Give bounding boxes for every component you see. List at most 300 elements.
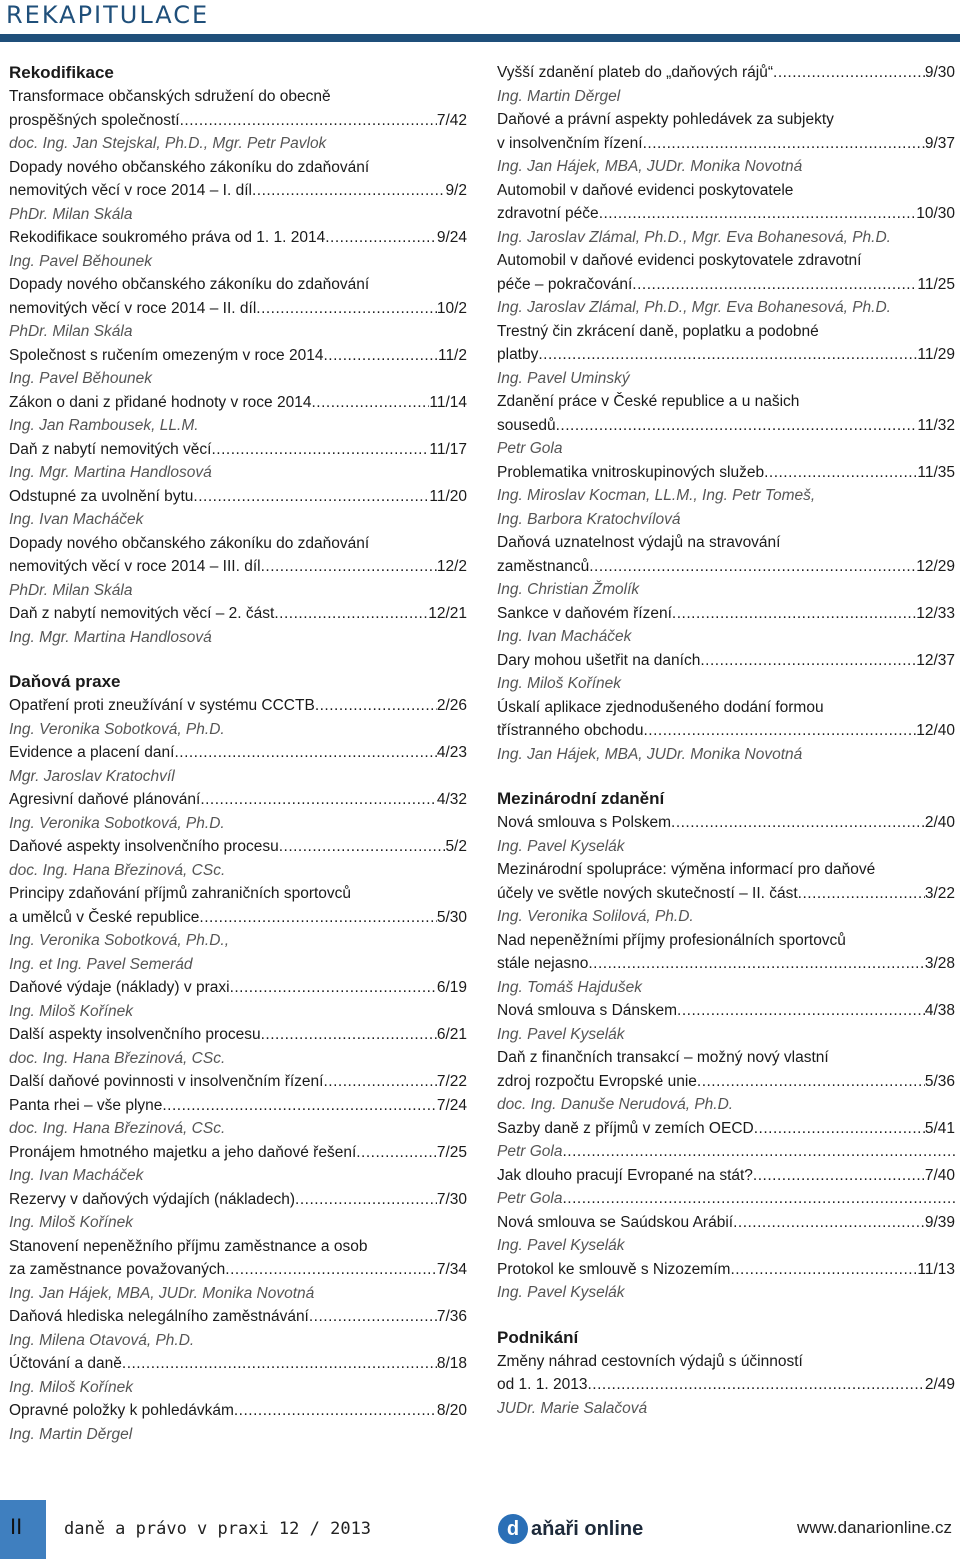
- toc-entry[interactable]: [9, 485, 467, 532]
- dot-leader: [311, 391, 429, 415]
- entry-line: [497, 1211, 955, 1235]
- dot-leader: [279, 835, 446, 859]
- entry-title: Problematika vnitroskupinových služeb: [497, 463, 765, 481]
- entry-title: prospěšných společností: [9, 111, 180, 129]
- dot-leader: [672, 602, 916, 626]
- entry-author: Ing. Jan Hájek, MBA, JUDr. Monika Novotná: [497, 158, 803, 175]
- dot-leader: [234, 1399, 437, 1423]
- entry-line: [497, 952, 955, 976]
- page-reference: 11/14: [429, 393, 467, 411]
- dot-leader: [599, 202, 917, 226]
- entry-line: [9, 882, 467, 906]
- entry-title: nemovitých věcí v roce 2014 – II. díl: [9, 299, 257, 317]
- entry-line: [9, 273, 467, 297]
- entry-title: Vyšší zdanění plateb do „daňových rájů“: [497, 64, 774, 81]
- entry-title: a umělců v České republice: [9, 908, 200, 926]
- page-reference: 12/29: [916, 557, 955, 575]
- toc-entry[interactable]: [497, 1117, 955, 1164]
- entry-line: [497, 249, 955, 273]
- entry-title: Daňové a právní aspekty pohledávek za subjekty: [497, 111, 834, 128]
- page-reference: 11/32: [917, 416, 955, 434]
- entry-author: Ing. Pavel Běhounek: [9, 370, 153, 387]
- entry-line: [497, 461, 955, 485]
- entry-title: Další aspekty insolvenčního procesu: [9, 1026, 261, 1043]
- entry-line: [497, 320, 955, 344]
- page-reference: 3/22: [924, 884, 955, 902]
- section-mezinárodní-zdanění: [497, 787, 955, 1305]
- dot-leader: [323, 344, 438, 368]
- page-reference: 4/23: [436, 744, 467, 761]
- dot-leader: [798, 882, 925, 906]
- dot-leader: [730, 1258, 917, 1282]
- entry-title: Evidence a placení daní: [9, 744, 175, 761]
- publication-title: daně a právo v praxi 12 / 2013: [64, 1519, 372, 1539]
- page-reference: 11/25: [917, 275, 955, 293]
- entry-title: zdravotní péče: [497, 205, 599, 222]
- dot-leader: [677, 999, 925, 1023]
- toc-entry[interactable]: [9, 788, 467, 835]
- entry-author: Ing. Barbora Kratochvílová: [497, 510, 681, 528]
- entry-author: Ing. Pavel Uminský: [497, 369, 630, 387]
- entry-author: Ing. Veronika Sobotková, Ph.D.: [9, 814, 225, 832]
- entry-line: [9, 1188, 467, 1212]
- dot-leader: [323, 1070, 436, 1094]
- entry-author: Ing. Jaroslav Zlámal, Ph.D., Mgr. Eva Bohanesová, Ph.D.: [497, 228, 891, 246]
- entry-line: [497, 1373, 955, 1397]
- entry-author: doc. Ing. Hana Březinová, CSc.: [9, 1120, 226, 1137]
- entry-author: Ing. Jaroslav Zlámal, Ph.D., Mgr. Eva Bohanesová, Ph.D.: [497, 299, 891, 316]
- toc-entry[interactable]: [9, 1305, 467, 1352]
- entry-title: Daň z nabytí nemovitých věcí: [9, 440, 212, 458]
- dot-leader: [556, 414, 918, 438]
- page-footer: [0, 1500, 960, 1559]
- entry-author: Ing. Pavel Kyselák: [497, 837, 625, 855]
- entry-title: Transformace občanských sdružení do obecně: [9, 88, 331, 105]
- entry-line: [9, 109, 467, 133]
- page-reference: 8/20: [436, 1402, 467, 1419]
- danari-online-logo: [498, 1514, 643, 1544]
- entry-title: Nová smlouva se Saúdskou Arábií: [497, 1213, 734, 1231]
- entry-line: [9, 976, 467, 1000]
- entry-author: Ing. Veronika Sobotková, Ph.D.,: [9, 932, 229, 949]
- dot-leader: [274, 602, 428, 626]
- toc-entry[interactable]: [9, 226, 467, 273]
- section-title: Daňová praxe: [9, 672, 121, 691]
- dot-leader: [588, 1373, 925, 1397]
- entry-line: [497, 390, 955, 414]
- dot-leader: [162, 1094, 436, 1118]
- toc-entry[interactable]: [9, 438, 467, 485]
- entry-line: [497, 1258, 955, 1282]
- toc-entry[interactable]: [497, 999, 955, 1046]
- entry-author: Ing. Ivan Macháček: [9, 511, 144, 528]
- entry-author: PhDr. Milan Skála: [9, 581, 133, 599]
- toc-entry[interactable]: [497, 858, 955, 929]
- entry-line: [497, 1164, 955, 1188]
- logo-mark-icon: d: [498, 1514, 528, 1544]
- footer-page-box: [0, 1500, 46, 1559]
- entry-title: zaměstnanců: [497, 557, 590, 575]
- dot-leader: [632, 273, 917, 297]
- dot-leader: [193, 485, 429, 509]
- entry-title: účely ve světle nových skutečností – II. část: [497, 884, 798, 902]
- entry-title: Trestný čin zkrácení daně, poplatku a podobné: [497, 322, 819, 340]
- entry-author: Ing. Milena Otavová, Ph.D.: [9, 1331, 195, 1349]
- page-reference: 9/30: [924, 64, 955, 81]
- page-reference: 7/42: [436, 111, 467, 129]
- entry-line: [9, 1023, 467, 1047]
- entry-line: [9, 555, 467, 579]
- entry-author: PhDr. Milan Skála: [9, 205, 133, 223]
- entry-line: [497, 1046, 955, 1070]
- entry-title: péče – pokračování: [497, 275, 633, 293]
- dot-leader: [754, 1117, 925, 1141]
- page-reference: 7/36: [436, 1308, 467, 1325]
- toc-entry[interactable]: [497, 929, 955, 1000]
- dot-leader: [562, 1140, 955, 1164]
- entry-title: Dopady nového občanského zákoníku do zdaňování: [9, 158, 370, 176]
- dot-leader: [700, 649, 916, 673]
- entry-line: [497, 1117, 955, 1141]
- page-reference: 3/28: [924, 955, 955, 972]
- entry-line: [9, 1141, 467, 1165]
- entry-line: [497, 649, 955, 673]
- entry-title: nemovitých věcí v roce 2014 – I. díl: [9, 182, 252, 199]
- toc-entry[interactable]: [497, 1350, 955, 1421]
- dot-leader: [180, 109, 437, 133]
- entry-line: [497, 999, 955, 1023]
- website-url: www.danarionline.cz: [797, 1518, 952, 1537]
- page-reference: 5/36: [924, 1072, 955, 1090]
- entry-title: Úskalí aplikace zjednodušeného dodání formou: [497, 698, 824, 716]
- entry-author: PhDr. Milan Skála: [9, 323, 133, 340]
- dot-leader: [230, 976, 437, 1000]
- entry-title: od 1. 1. 2013: [497, 1376, 588, 1393]
- toc-entry[interactable]: [497, 108, 955, 179]
- dot-leader: [671, 811, 925, 835]
- entry-line: [497, 1350, 955, 1374]
- entry-line: [9, 602, 467, 626]
- entry-line: [9, 179, 467, 203]
- toc-entry[interactable]: [9, 1094, 467, 1141]
- entry-line: [9, 226, 467, 250]
- entry-line: [497, 811, 955, 835]
- entry-line: [9, 391, 467, 415]
- entry-title: Daň z nabytí nemovitých věcí – 2. část: [9, 605, 275, 622]
- entry-author: Ing. Pavel Kyselák: [497, 1237, 625, 1254]
- toc-entry[interactable]: [9, 835, 467, 882]
- toc-entry[interactable]: [497, 696, 955, 767]
- entry-title: Automobil v daňové evidenci poskytovatele zdravotní: [497, 252, 862, 269]
- page-reference: 4/32: [436, 791, 467, 808]
- entry-line: [497, 858, 955, 882]
- section-daňová-praxe: [9, 670, 467, 1446]
- entry-author: [497, 1187, 955, 1211]
- page-reference: 12/37: [916, 651, 955, 669]
- entry-line: [9, 741, 467, 765]
- entry-line: [497, 273, 955, 297]
- toc-entry[interactable]: [497, 649, 955, 696]
- entry-author: Ing. Ivan Macháček: [497, 628, 632, 645]
- dot-leader: [589, 555, 916, 579]
- dot-leader: [211, 438, 429, 462]
- dot-leader: [562, 1187, 955, 1211]
- page-reference: 6/21: [436, 1026, 467, 1043]
- entry-line: [9, 694, 467, 718]
- section-continued: [497, 61, 955, 766]
- page-reference: 12/40: [916, 722, 955, 739]
- toc-entry[interactable]: [497, 1258, 955, 1305]
- entry-line: [497, 61, 955, 85]
- entry-author: Ing. Pavel Běhounek: [9, 252, 153, 270]
- toc-entry[interactable]: [9, 1188, 467, 1235]
- section-title: Podnikání: [497, 1327, 579, 1347]
- entry-title: Zdanění práce v České republice a u našich: [497, 393, 800, 410]
- entry-line: [497, 555, 955, 579]
- dot-leader: [261, 555, 437, 579]
- entry-line: [497, 179, 955, 203]
- entry-author: Ing. Pavel Kyselák: [497, 1025, 625, 1043]
- entry-title: Panta rhei – vše plyne: [9, 1096, 163, 1114]
- dot-leader: [764, 461, 917, 485]
- dot-leader: [643, 132, 925, 156]
- entry-title: Agresivní daňové plánování: [9, 791, 201, 808]
- entry-line: [9, 344, 467, 368]
- entry-line: [9, 1258, 467, 1282]
- header-rule: [0, 34, 960, 42]
- logo-text: aňaři online: [531, 1517, 644, 1540]
- entry-line: [9, 906, 467, 930]
- left-column: [9, 61, 467, 1467]
- page-reference: 9/24: [436, 229, 467, 246]
- entry-author: Ing. Ivan Macháček: [9, 1167, 144, 1184]
- page-reference: 11/2: [437, 346, 467, 364]
- entry-line: [497, 602, 955, 626]
- section-title: Rekodifikace: [9, 63, 114, 82]
- toc-entry[interactable]: [9, 344, 467, 391]
- entry-author: Ing. Miloš Kořínek: [497, 675, 622, 692]
- entry-author: Ing. Jan Hájek, MBA, JUDr. Monika Novotná: [9, 1284, 315, 1302]
- entry-title: Dopady nového občanského zákoníku do zdaňování: [9, 276, 370, 293]
- entry-author: Ing. Veronika Sobotková, Ph.D.: [9, 720, 225, 738]
- entry-line: [497, 531, 955, 555]
- page-reference: 2/40: [924, 814, 955, 831]
- dot-leader: [538, 343, 917, 367]
- entry-line: [497, 108, 955, 132]
- toc-entry[interactable]: [497, 811, 955, 858]
- entry-title: Zákon o dani z přidané hodnoty v roce 2014: [9, 393, 312, 411]
- page-header: [0, 0, 960, 46]
- page-reference: 7/34: [436, 1261, 467, 1278]
- toc-entry[interactable]: [9, 1023, 467, 1070]
- page-reference: 11/17: [429, 440, 467, 458]
- page-reference: 12/33: [916, 604, 955, 622]
- page-reference: 2/26: [436, 697, 467, 714]
- toc-entry[interactable]: [497, 602, 955, 649]
- entry-line: [9, 297, 467, 321]
- entry-author: Ing. Miloš Kořínek: [9, 1002, 134, 1020]
- entry-line: [9, 485, 467, 509]
- dot-leader: [261, 1023, 437, 1047]
- entry-author: doc. Ing. Jan Stejskal, Ph.D., Mgr. Petr Pavlok: [9, 135, 327, 152]
- right-column: [497, 61, 955, 1441]
- section-title: Mezinárodní zdanění: [497, 789, 665, 808]
- entry-title: Automobil v daňové evidenci poskytovatele: [497, 181, 794, 199]
- toc-entry[interactable]: [497, 1211, 955, 1258]
- entry-title: Mezinárodní spolupráce: výměna informací pro daňové: [497, 861, 876, 878]
- entry-title: Pronájem hmotného majetku a jeho daňové řešení: [9, 1143, 357, 1161]
- entry-author: Ing. et Ing. Pavel Semerád: [9, 955, 193, 973]
- entry-title: Odstupné za uvolnění bytu: [9, 487, 194, 505]
- page-reference: 7/30: [436, 1190, 467, 1208]
- author-name: Petr Gola: [497, 1190, 563, 1207]
- entry-line: [497, 882, 955, 906]
- entry-line: [9, 1399, 467, 1423]
- entry-title: Daňové výdaje (náklady) v praxi: [9, 979, 230, 996]
- entry-title: Nad nepeněžními příjmy profesionálních sportovců: [497, 931, 846, 949]
- entry-author: doc. Ing. Danuše Nerudová, Ph.D.: [497, 1096, 734, 1113]
- entry-author: JUDr. Marie Salačová: [497, 1399, 648, 1417]
- entry-title: Změny náhrad cestovních výdajů s účinností: [497, 1352, 803, 1370]
- entry-author: doc. Ing. Hana Březinová, CSc.: [9, 861, 226, 879]
- toc-entry[interactable]: [497, 461, 955, 532]
- entry-author: doc. Ing. Hana Březinová, CSc.: [9, 1049, 226, 1067]
- page-reference: 11/13: [917, 1260, 955, 1278]
- entry-author: Petr Gola: [497, 440, 563, 457]
- page-reference: 7/40: [924, 1166, 955, 1184]
- page-reference: 9/39: [924, 1213, 955, 1231]
- entry-title: sousedů: [497, 416, 556, 434]
- entry-line: [9, 532, 467, 556]
- dot-leader: [644, 719, 917, 743]
- page-reference: 7/24: [436, 1096, 467, 1114]
- page-reference: 7/25: [436, 1143, 467, 1161]
- entry-author: Ing. Tomáš Hajdušek: [497, 978, 643, 996]
- page-reference: 2/49: [924, 1376, 955, 1393]
- toc-entry[interactable]: [497, 390, 955, 461]
- entry-title: nemovitých věcí v roce 2014 – III. díl: [9, 558, 261, 575]
- entry-author: Mgr. Jaroslav Kratochvíl: [9, 767, 175, 785]
- toc-entry[interactable]: [9, 1070, 467, 1094]
- toc-entry[interactable]: [9, 602, 467, 649]
- entry-line: [9, 85, 467, 109]
- page-reference: 12/21: [428, 605, 467, 622]
- entry-title: zdroj rozpočtu Evropské unie: [497, 1072, 697, 1090]
- entry-line: [497, 414, 955, 438]
- entry-title: Účtování a daně: [9, 1355, 122, 1372]
- entry-line: [497, 202, 955, 226]
- toc-entry[interactable]: [497, 1164, 955, 1211]
- toc-entry[interactable]: [9, 532, 467, 603]
- entry-title: Rezervy v daňových výdajích (nákladech): [9, 1190, 296, 1208]
- entry-title: Sankce v daňovém řízení: [497, 604, 672, 622]
- toc-entry[interactable]: [497, 531, 955, 602]
- page-reference: 5/2: [445, 838, 467, 855]
- dot-leader: [174, 741, 436, 765]
- entry-title: Nová smlouva s Polskem: [497, 814, 672, 831]
- dot-leader: [753, 1164, 925, 1188]
- page-reference: 10/30: [916, 205, 955, 222]
- page-reference: 10/2: [436, 299, 467, 317]
- entry-line: [9, 1305, 467, 1329]
- entry-title: stále nejasno: [497, 955, 589, 972]
- dot-leader: [773, 61, 925, 85]
- entry-title: Opravné položky k pohledávkám: [9, 1402, 234, 1419]
- entry-title: Daňové aspekty insolvenčního procesu: [9, 838, 279, 855]
- toc-entry[interactable]: [9, 391, 467, 438]
- author-name: Petr Gola: [497, 1143, 563, 1160]
- toc-entry[interactable]: [9, 976, 467, 1023]
- entry-title: Jak dlouho pracují Evropané na stát?: [497, 1166, 753, 1184]
- page-reference: 11/29: [917, 346, 955, 363]
- dot-leader: [325, 226, 437, 250]
- entry-author: Ing. Martin Děrgel: [9, 1425, 133, 1443]
- toc-entry[interactable]: [9, 1235, 467, 1306]
- entry-title: Opatření proti zneužívání v systému CCCTB: [9, 697, 315, 714]
- entry-title: Dopady nového občanského zákoníku do zdaňování: [9, 534, 370, 552]
- dot-leader: [588, 952, 924, 976]
- dot-leader: [733, 1211, 925, 1235]
- toc-entry[interactable]: [9, 882, 467, 976]
- toc-entry[interactable]: [497, 1046, 955, 1117]
- dot-leader: [256, 297, 437, 321]
- toc-entry[interactable]: [497, 249, 955, 320]
- toc-entry[interactable]: [9, 85, 467, 156]
- entry-line: [9, 835, 467, 859]
- entry-title: Daň z finančních transakcí – možný nový vlastní: [497, 1049, 829, 1066]
- dot-leader: [252, 179, 445, 203]
- entry-title: platby: [497, 346, 539, 363]
- page-reference: 11/35: [917, 463, 955, 481]
- entry-author: Ing. Mgr. Martina Handlosová: [9, 628, 212, 646]
- dot-leader: [697, 1070, 925, 1094]
- entry-line: [497, 132, 955, 156]
- page-reference: 7/22: [436, 1073, 467, 1090]
- toc-entry[interactable]: [9, 1141, 467, 1188]
- toc-entry[interactable]: [497, 179, 955, 250]
- toc-entry[interactable]: [9, 156, 467, 227]
- entry-author: Ing. Jan Rambousek, LL.M.: [9, 417, 199, 434]
- toc-entry[interactable]: [9, 741, 467, 788]
- page-reference: 9/2: [445, 182, 467, 199]
- section-rekodifikace: [9, 61, 467, 649]
- toc-entry[interactable]: [9, 273, 467, 344]
- entry-author: Ing. Veronika Solilová, Ph.D.: [497, 908, 694, 925]
- dot-leader: [225, 1258, 437, 1282]
- page-reference: 12/2: [436, 558, 467, 575]
- entry-line: [9, 1352, 467, 1376]
- toc-entry[interactable]: [9, 1399, 467, 1446]
- entry-title: Společnost s ručením omezeným v roce 2014: [9, 346, 324, 364]
- entry-line: [9, 1070, 467, 1094]
- dot-leader: [199, 906, 436, 930]
- page-reference: 11/20: [429, 487, 467, 505]
- toc-entry[interactable]: [9, 1352, 467, 1399]
- dot-leader: [200, 788, 437, 812]
- toc-entry[interactable]: [497, 320, 955, 391]
- entry-line: [9, 1235, 467, 1259]
- entry-line: [9, 1094, 467, 1118]
- entry-title: Rekodifikace soukromého práva od 1. 1. 2014: [9, 229, 326, 246]
- entry-line: [497, 929, 955, 953]
- page-reference: 5/41: [924, 1119, 955, 1137]
- entry-title: v insolvenčním řízení: [497, 134, 643, 152]
- page-reference: 4/38: [924, 1002, 955, 1019]
- toc-entry[interactable]: [9, 694, 467, 741]
- entry-line: [497, 343, 955, 367]
- entry-title: Dary mohou ušetřit na daních: [497, 651, 701, 669]
- toc-entry[interactable]: [497, 61, 955, 108]
